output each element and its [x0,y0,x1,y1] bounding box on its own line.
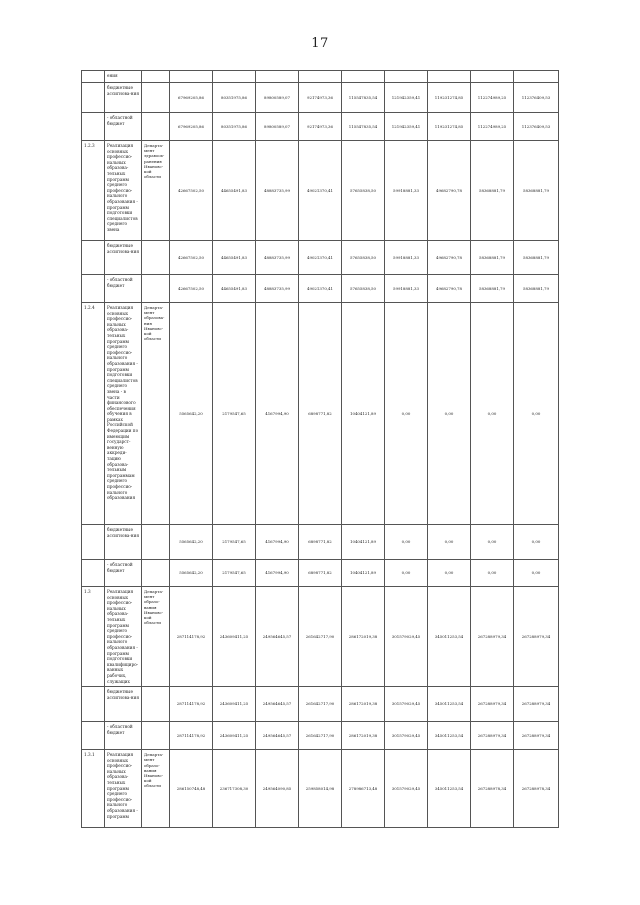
executor-cell: Департа-мент образо-вания Ивановс-кой области [142,587,170,687]
amount-cell: 243609411,25 [213,687,256,722]
amount-cell: 2179547,65 [213,560,256,587]
amount-cell: 80351975,86 [213,83,256,113]
page-number: 17 [311,36,329,51]
amount-cell: 0,00 [471,525,514,560]
executor-cell [142,560,170,587]
amount-cell: 10404121,89 [342,303,385,525]
program-name-cell: - областной бюджет [105,722,142,750]
amount-cell: 0,00 [385,560,428,587]
amount-cell: 67969205,86 [170,113,213,141]
amount-cell: 243609411,25 [213,722,256,750]
executor-cell [142,525,170,560]
amount-cell: 58368881,79 [471,275,514,303]
program-name-cell: - областной бюджет [105,560,142,587]
amount-cell: 42667502,50 [170,275,213,303]
amount-cell: 59918881,33 [385,275,428,303]
amount-cell: 10404121,89 [342,560,385,587]
program-name-cell: бюджетные ассигнова-ния [105,241,142,275]
amount-cell: 267288979,34 [471,687,514,722]
program-name-cell: Реализация основных профессио-нальных образова-тельных программ среднего профессио-нального образования - программ подготовки специалистов среднего звена [105,141,142,241]
amount-cell: 243609411,25 [213,587,256,687]
amount-cell: 5565642,20 [170,525,213,560]
amount-cell: 267288979,34 [471,587,514,687]
amount-cell: 6898771,82 [299,525,342,560]
amount-cell: 59918881,33 [385,241,428,275]
amount-cell: 44655491,83 [213,141,256,241]
table-row [82,525,559,560]
row-number-cell [82,241,105,275]
amount-cell: 6898771,82 [299,560,342,587]
program-name-cell: бюджетные ассигнова-ния [105,83,142,113]
amount-cell: 301579029,45 [385,722,428,750]
amount-cell: 286172019,38 [342,587,385,687]
row-number-cell: 1.3.1 [82,750,105,828]
amount-cell [213,71,256,83]
amount-cell: 44655491,83 [213,241,256,275]
amount-cell: 58368881,79 [514,275,559,303]
amount-cell: 5565642,20 [170,303,213,525]
amount-cell: 10404121,89 [342,525,385,560]
executor-cell [142,71,170,83]
amount-cell: 261642717,90 [299,722,342,750]
table-row [82,71,559,83]
amount-cell: 57655838,50 [342,141,385,241]
amount-cell: 67969205,86 [170,83,213,113]
amount-cell: 115547835,54 [342,83,385,113]
program-name-cell: Реализация основных профессио-нальных образова-тельных программ среднего профессио-нального образования - программ подготовки квалифициро-ванных рабочих, служащих [105,587,142,687]
amount-cell: 267288978,34 [471,750,514,828]
program-name-cell: бюджетные ассигнова-ния [105,687,142,722]
amount-cell: 267288979,34 [471,722,514,750]
amount-cell: 0,00 [514,560,559,587]
table-row [82,141,559,241]
amount-cell: 112274989,25 [471,113,514,141]
amount-cell: 236717308,30 [213,750,256,828]
amount-cell: 4167994,90 [256,525,299,560]
amount-cell: 287114178,92 [170,687,213,722]
amount-cell [514,71,559,83]
program-name-cell: Реализация основных профессио-нальных образова-тельных программ среднего профессио-нального образования - программ подготовки специалистов среднего звена - в части финансового обеспечения обучения в рамках Российской Федерации по имеющим государст-венную аккреди-тацию образова-тельным программам среднего профессио-нального образования [105,303,142,525]
row-number-cell [82,525,105,560]
amount-cell [428,71,471,83]
table-row [82,241,559,275]
row-number-cell [82,83,105,113]
amount-cell: 286150748,48 [170,750,213,828]
table-row [82,687,559,722]
amount-cell: 249564645,57 [256,722,299,750]
amount-cell: 345011253,54 [428,722,471,750]
amount-cell: 49682790,78 [428,275,471,303]
amount-cell: 42667502,50 [170,241,213,275]
amount-cell: 259858014,98 [299,750,342,828]
amount-cell: 112376409,53 [514,83,559,113]
amount-cell: 49021370,41 [299,141,342,241]
amount-cell [170,71,213,83]
amount-cell: 49021370,41 [299,275,342,303]
amount-cell: 92174973,36 [299,83,342,113]
amount-cell: 301579029,45 [385,687,428,722]
executor-cell [142,687,170,722]
amount-cell: 49682790,78 [428,241,471,275]
amount-cell: 57655838,50 [342,241,385,275]
amount-cell: 49021370,41 [299,241,342,275]
amount-cell: 42667502,50 [170,141,213,241]
program-name-cell: ения [105,71,142,83]
amount-cell: 48883735,99 [256,275,299,303]
amount-cell: 287114178,92 [170,587,213,687]
row-number-cell [82,275,105,303]
row-number-cell: 1.3 [82,587,105,687]
amount-cell: 112274989,25 [471,83,514,113]
row-number-cell [82,113,105,141]
amount-cell: 5565642,20 [170,560,213,587]
amount-cell: 119231274,85 [428,113,471,141]
amount-cell: 261642717,90 [299,687,342,722]
amount-cell [342,71,385,83]
amount-cell: 121942359,41 [385,113,428,141]
table-row [82,113,559,141]
program-name-cell: - областной бюджет [105,113,142,141]
program-name-cell: - областной бюджет [105,275,142,303]
amount-cell: 345011253,54 [428,687,471,722]
amount-cell: 4167994,90 [256,303,299,525]
amount-cell: 301579029,45 [385,750,428,828]
row-number-cell [82,687,105,722]
amount-cell [299,71,342,83]
amount-cell: 261642717,90 [299,587,342,687]
table-row [82,560,559,587]
amount-cell: 59918881,33 [385,141,428,241]
amount-cell: 249564645,57 [256,687,299,722]
amount-cell: 119231274,85 [428,83,471,113]
executor-cell [142,113,170,141]
amount-cell: 58368881,79 [514,241,559,275]
amount-cell: 58368881,79 [514,141,559,241]
amount-cell [256,71,299,83]
table-row [82,83,559,113]
program-name-cell: бюджетные ассигнова-ния [105,525,142,560]
amount-cell [471,71,514,83]
amount-cell [385,71,428,83]
amount-cell: 4167994,90 [256,560,299,587]
amount-cell: 0,00 [385,525,428,560]
amount-cell: 92174973,36 [299,113,342,141]
amount-cell: 57655838,50 [342,275,385,303]
amount-cell: 0,00 [428,525,471,560]
amount-cell: 0,00 [428,560,471,587]
amount-cell: 49682790,78 [428,141,471,241]
amount-cell: 115547835,54 [342,113,385,141]
amount-cell: 286172019,38 [342,722,385,750]
amount-cell: 48883735,99 [256,141,299,241]
table-row [82,722,559,750]
amount-cell: 0,00 [471,560,514,587]
executor-cell: Департа-мент здравоох-ранения Ивановс-кой области [142,141,170,241]
executor-cell: Департа-мент образо-вания Ивановс-кой области [142,750,170,828]
amount-cell: 267288979,34 [514,687,559,722]
amount-cell: 301579029,45 [385,587,428,687]
amount-cell: 0,00 [514,303,559,525]
row-number-cell [82,722,105,750]
amount-cell: 249564645,57 [256,587,299,687]
executor-cell [142,83,170,113]
program-name-cell: Реализация основных профессио-нальных образова-тельных программ среднего профессио-нального образования - программ [105,750,142,828]
amount-cell: 89800589,07 [256,83,299,113]
amount-cell: 267288979,34 [514,587,559,687]
amount-cell: 0,00 [428,303,471,525]
amount-cell: 287114178,92 [170,722,213,750]
amount-cell: 278986713,48 [342,750,385,828]
amount-cell: 0,00 [471,303,514,525]
amount-cell: 2179547,65 [213,525,256,560]
amount-cell: 0,00 [385,303,428,525]
amount-cell: 48883735,99 [256,241,299,275]
table-row [82,587,559,687]
budget-table [81,70,559,828]
row-number-cell: 1.2.3 [82,141,105,241]
amount-cell: 345011253,54 [428,587,471,687]
amount-cell: 0,00 [514,525,559,560]
amount-cell: 89800589,07 [256,113,299,141]
amount-cell: 44655491,83 [213,275,256,303]
executor-cell [142,722,170,750]
amount-cell: 345011253,54 [428,750,471,828]
amount-cell: 267288979,34 [514,722,559,750]
executor-cell: Департа-мент образова-ния Ивановс-кой области [142,303,170,525]
table-row [82,275,559,303]
amount-cell: 286172019,38 [342,687,385,722]
row-number-cell: 1.2.4 [82,303,105,525]
amount-cell: 58368881,79 [471,241,514,275]
amount-cell: 2179547,65 [213,303,256,525]
executor-cell [142,241,170,275]
amount-cell: 58368881,79 [471,141,514,241]
amount-cell: 112376409,53 [514,113,559,141]
amount-cell: 249564090,85 [256,750,299,828]
amount-cell: 80351975,86 [213,113,256,141]
amount-cell: 6898771,82 [299,303,342,525]
amount-cell: 267288978,34 [514,750,559,828]
row-number-cell [82,560,105,587]
row-number-cell [82,71,105,83]
table-row [82,303,559,525]
executor-cell [142,275,170,303]
table-row [82,750,559,828]
amount-cell: 121942359,41 [385,83,428,113]
